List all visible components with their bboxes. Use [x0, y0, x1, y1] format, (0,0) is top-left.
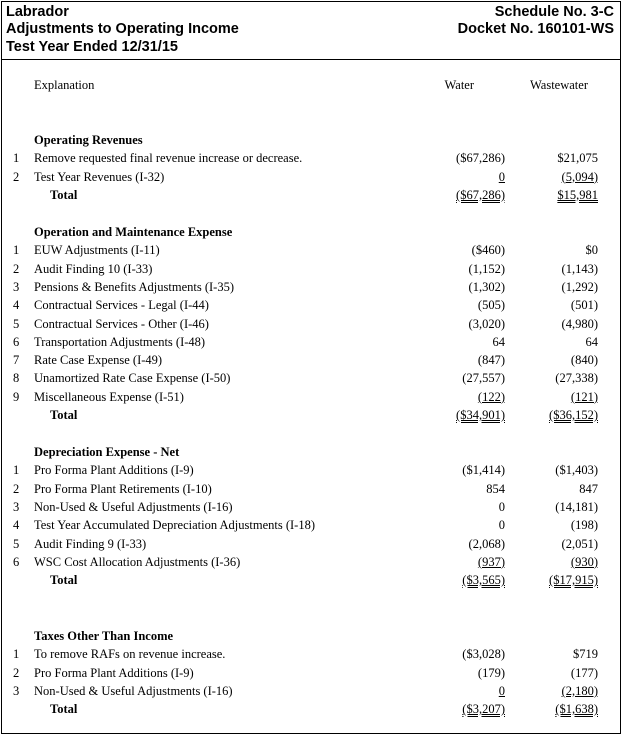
- wastewater-value: $719: [573, 647, 598, 662]
- row-label: Pro Forma Plant Retirements (I-10): [34, 481, 212, 496]
- row-label: Pro Forma Plant Additions (I-9): [34, 463, 194, 478]
- row-number: 6: [13, 334, 20, 349]
- row-number: 3: [13, 279, 20, 294]
- table-row: [2, 335, 622, 352]
- row-label: Contractual Services - Other (I-46): [34, 316, 209, 331]
- row-number: 8: [13, 371, 20, 386]
- column-header-wastewater: Wastewater: [530, 78, 588, 92]
- row-number: 9: [13, 389, 20, 404]
- water-value: (3,020): [468, 316, 505, 331]
- table-row: [2, 537, 622, 554]
- row-label: Test Year Accumulated Depreciation Adjustments (I-18): [34, 518, 315, 533]
- table-row: [2, 151, 622, 168]
- row-number: 2: [13, 481, 20, 496]
- wastewater-value: (1,143): [561, 261, 598, 276]
- wastewater-value: (177): [570, 665, 598, 680]
- wastewater-value: (840): [570, 353, 598, 368]
- table-row: [2, 463, 622, 480]
- row-label: Rate Case Expense (I-49): [34, 353, 163, 368]
- total-row: [2, 702, 622, 719]
- wastewater-value: ($1,403): [555, 463, 598, 478]
- total-label: Total: [50, 573, 78, 588]
- water-total: ($34,901): [456, 408, 505, 422]
- row-label: Non-Used & Useful Adjustments (I-16): [34, 499, 233, 514]
- table-row: [2, 500, 622, 517]
- row-number: 5: [13, 316, 20, 331]
- wastewater-value: (4,980): [561, 316, 598, 331]
- table-row: [2, 298, 622, 315]
- water-value: 0: [498, 518, 505, 533]
- water-value: 64: [492, 334, 505, 349]
- row-label: Miscellaneous Expense (I-51): [34, 389, 184, 404]
- table-row: [2, 280, 622, 297]
- row-label: Audit Finding 10 (I-33): [34, 261, 153, 276]
- row-number: 3: [13, 683, 20, 698]
- row-number: 2: [13, 665, 20, 680]
- water-value: (179): [477, 665, 505, 680]
- row-label: To remove RAFs on revenue increase.: [34, 647, 226, 662]
- table-row: [2, 390, 622, 407]
- wastewater-value: (27,338): [555, 371, 598, 386]
- wastewater-total: $15,981: [557, 187, 598, 202]
- section-title: Taxes Other Than Income: [34, 629, 174, 643]
- wastewater-value: $21,075: [557, 151, 598, 166]
- section-title: Operation and Maintenance Expense: [34, 225, 233, 239]
- water-total: ($3,565): [462, 573, 505, 588]
- test-year-period: Test Year Ended 12/31/15: [6, 39, 178, 55]
- wastewater-value: 64: [585, 334, 598, 349]
- row-label: Transportation Adjustments (I-48): [34, 334, 206, 349]
- water-value: 0: [498, 683, 505, 698]
- total-row: [2, 188, 622, 205]
- table-row: [2, 555, 622, 572]
- water-value: (1,302): [468, 279, 505, 294]
- docket-number: Docket No. 160101-WS: [457, 21, 614, 37]
- table-row: [2, 518, 622, 535]
- total-row: [2, 408, 622, 425]
- total-label: Total: [50, 187, 78, 202]
- table-row: [2, 666, 622, 683]
- row-label: EUW Adjustments (I-11): [34, 243, 160, 258]
- wastewater-total: ($1,638): [555, 702, 598, 717]
- column-header-explanation: Explanation: [34, 78, 95, 92]
- column-header-water: Water: [444, 78, 474, 92]
- row-number: 5: [13, 536, 20, 551]
- row-label: Remove requested final revenue increase or decrease.: [34, 151, 303, 166]
- water-value: (27,557): [462, 371, 505, 386]
- schedule-number: Schedule No. 3-C: [494, 4, 614, 20]
- water-value: (937): [477, 554, 505, 569]
- water-total: ($3,207): [462, 702, 505, 717]
- row-number: 2: [13, 169, 20, 184]
- row-number: 1: [13, 243, 20, 258]
- company-name: Labrador: [6, 4, 69, 20]
- wastewater-value: $0: [585, 243, 598, 258]
- schedule-title: Adjustments to Operating Income: [6, 21, 239, 37]
- water-value: (2,068): [468, 536, 505, 551]
- row-label: Audit Finding 9 (I-33): [34, 536, 147, 551]
- wastewater-value: (121): [570, 389, 598, 404]
- row-number: 3: [13, 499, 20, 514]
- water-total: ($67,286): [456, 187, 505, 202]
- wastewater-value: (2,180): [561, 683, 598, 698]
- row-number: 7: [13, 353, 20, 368]
- water-value: 854: [486, 481, 505, 496]
- water-value: (122): [477, 389, 505, 404]
- row-label: WSC Cost Allocation Adjustments (I-36): [34, 554, 241, 569]
- water-value: (505): [477, 298, 505, 313]
- table-row: [2, 262, 622, 279]
- section-title: Depreciation Expense - Net: [34, 445, 180, 459]
- wastewater-value: (14,181): [555, 499, 598, 514]
- total-label: Total: [50, 408, 78, 422]
- wastewater-value: (501): [570, 298, 598, 313]
- wastewater-total: ($36,152): [549, 408, 598, 422]
- water-value: (1,152): [468, 261, 505, 276]
- row-number: 1: [13, 463, 20, 478]
- table-row: [2, 317, 622, 334]
- wastewater-value: (5,094): [561, 169, 598, 184]
- row-label: Pro Forma Plant Additions (I-9): [34, 665, 194, 680]
- table-row: [2, 647, 622, 664]
- row-number: 6: [13, 554, 20, 569]
- row-number: 4: [13, 518, 20, 533]
- row-number: 1: [13, 647, 20, 662]
- total-label: Total: [50, 702, 78, 717]
- wastewater-value: (198): [570, 518, 598, 533]
- row-label: Pensions & Benefits Adjustments (I-35): [34, 279, 234, 294]
- row-number: 4: [13, 298, 20, 313]
- section-title: Operating Revenues: [34, 133, 143, 147]
- water-value: ($67,286): [456, 151, 505, 166]
- schedule-sheet: [1, 1, 621, 734]
- total-row: [2, 573, 622, 590]
- water-value: ($3,028): [462, 647, 505, 662]
- row-label: Contractual Services - Legal (I-44): [34, 298, 209, 313]
- table-row: [2, 170, 622, 187]
- table-row: [2, 482, 622, 499]
- table-row: [2, 353, 622, 370]
- table-row: [2, 243, 622, 260]
- water-value: 0: [498, 169, 505, 184]
- wastewater-value: (930): [570, 554, 598, 569]
- wastewater-value: 847: [579, 481, 598, 496]
- row-number: 2: [13, 261, 20, 276]
- wastewater-value: (2,051): [561, 536, 598, 551]
- water-value: 0: [498, 499, 505, 514]
- wastewater-value: (1,292): [561, 279, 598, 294]
- row-label: Non-Used & Useful Adjustments (I-16): [34, 683, 233, 698]
- row-label: Test Year Revenues (I-32): [34, 169, 165, 184]
- water-value: (847): [477, 353, 505, 368]
- header-divider: [2, 59, 620, 60]
- water-value: ($1,414): [462, 463, 505, 478]
- wastewater-total: ($17,915): [549, 573, 598, 588]
- row-label: Unamortized Rate Case Expense (I-50): [34, 371, 231, 386]
- row-number: 1: [13, 151, 20, 166]
- table-row: [2, 684, 622, 701]
- table-row: [2, 371, 622, 388]
- water-value: ($460): [471, 243, 505, 258]
